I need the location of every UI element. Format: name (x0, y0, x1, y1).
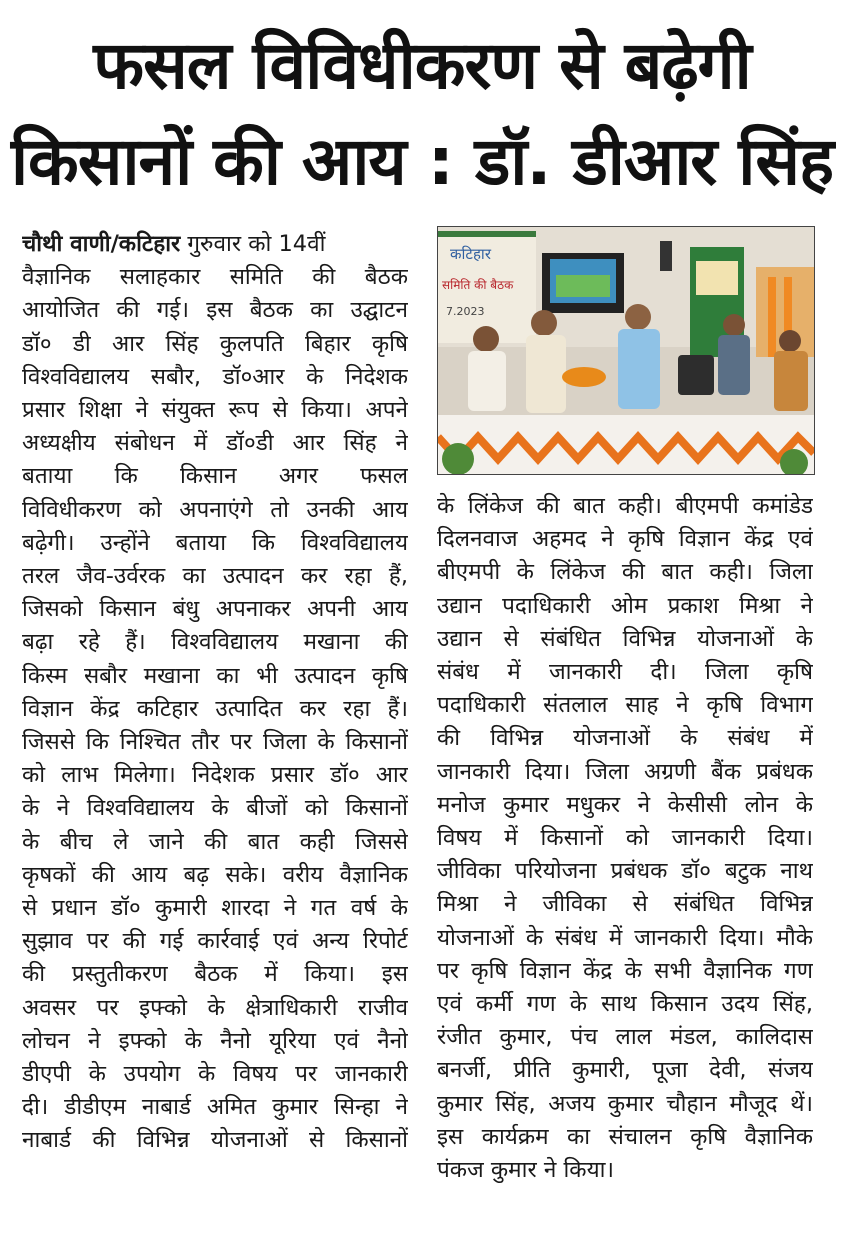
article-line: आयोजित की गई। इस बैठक का उद्घाटन (22, 297, 408, 324)
banner-text-2: समिति की बैठक (442, 278, 514, 292)
article-line: जिसको किसान बंधु अपनाकर अपनी आय (22, 596, 408, 623)
article-line: के ने विश्वविद्यालय के बीजों को किसानों (22, 795, 408, 822)
article-line: रंजीत कुमार, पंच लाल मंडल, कालिदास (437, 1024, 813, 1051)
article-line: पंकज कुमार ने किया। (437, 1157, 614, 1184)
article-line: बीएमपी के लिंकेज की बात कही। जिला (437, 559, 813, 586)
headline (0, 18, 844, 210)
article-line: विषय में किसानों को जानकारी दिया। (437, 825, 813, 852)
article-line: डीएपी के उपयोग के विषय पर जानकारी (22, 1061, 408, 1088)
article-line: एवं कर्मी गण के साथ किसान उदय सिंह, (437, 991, 813, 1018)
banner-text-3: 7.2023 (446, 305, 485, 318)
article-line: विज्ञान केंद्र कटिहार उत्पादित कर रहा हैं। (22, 695, 408, 722)
article-line: किस्म सबौर मखाना का भी उत्पादन कृषि (22, 662, 408, 689)
article-line: की विभिन्न योजनाओं के संबंध में (437, 725, 813, 752)
article-line: जीविका परियोजना प्रबंधक डॉ० बटुक नाथ (437, 858, 813, 885)
article-line (22, 228, 408, 261)
article-line: दिलनवाज अहमद ने कृषि विज्ञान केंद्र एवं (437, 526, 813, 553)
article-line: इस कार्यक्रम का संचालन कृषि वैज्ञानिक (437, 1123, 813, 1150)
article-line: के लिंकेज की बात कही। बीएमपी कमांडेड (437, 493, 813, 519)
article-line: कृषकों की आय बढ़ सके। वरीय वैज्ञानिक (22, 861, 408, 888)
article-line: कुमार सिंह, अजय कुमार चौहान मौजूद थें। (437, 1090, 813, 1117)
article-line: पर कृषि विज्ञान केंद्र के सभी वैज्ञानिक गण (437, 957, 813, 984)
article-line: दी। डीडीएम नाबार्ड अमित कुमार सिन्हा ने (22, 1094, 408, 1121)
article-line: विश्वविद्यालय सबौर, डॉ०आर के निदेशक (22, 363, 408, 390)
article-line: बढ़ा रहे हैं। विश्वविद्यालय मखाना की (22, 629, 408, 656)
article-line-text: गुरुवार को 14वीं (180, 231, 326, 257)
article-line: विविधीकरण को अपनाएंगे तो उनकी आय (22, 496, 408, 523)
news-photo-illustration (438, 227, 814, 474)
article-line: बढ़ेगी। उन्होंने बताया कि विश्वविद्यालय (22, 529, 408, 556)
article-line: अवसर पर इफ्को के क्षेत्राधिकारी राजीव (22, 994, 408, 1021)
article-line: बताया कि किसान अगर फसल (22, 463, 408, 490)
article-line: सुझाव पर की गई कार्रवाई एवं अन्य रिपोर्ट (22, 928, 408, 955)
article-column-right (437, 490, 813, 1187)
article-line: उद्यान पदाधिकारी ओम प्रकाश मिश्रा ने (437, 592, 813, 619)
article-line: योजनाओं के संबंध में जानकारी दिया। मौके (437, 924, 813, 951)
article-column-left (22, 228, 408, 1158)
article-line: को लाभ मिलेगा। निदेशक प्रसार डॉ० आर (22, 762, 408, 789)
article-line: के बीच ले जाने की बात कही जिससे (22, 828, 408, 855)
article-line: उद्यान से संबंधित विभिन्न योजनाओं के (437, 625, 813, 652)
article-line: की प्रस्तुतीकरण बैठक में किया। इस (22, 961, 408, 988)
article-line: पदाधिकारी संतलाल साह ने कृषि विभाग (437, 692, 813, 719)
article-line: बनर्जी, प्रीति कुमारी, पूजा देवी, संजय (437, 1057, 813, 1084)
article-line: से प्रधान डॉ० कुमारी शारदा ने गत वर्ष के (22, 895, 408, 922)
article-line: जिससे कि निश्चित तौर पर जिला के किसानों (22, 729, 408, 756)
banner-text-1: कटिहार (450, 245, 491, 263)
news-photo (437, 226, 815, 475)
dateline: चौथी वाणी/कटिहार (22, 231, 181, 257)
article-line: डॉ० डी आर सिंह कुलपति बिहार कृषि (22, 330, 408, 357)
headline-line-2: किसानों की आय : डॉ. डीआर सिंह (10, 123, 834, 200)
headline-line-1: फसल विविधीकरण से बढ़ेगी (93, 27, 751, 104)
article-line: वैज्ञानिक सलाहकार समिति की बैठक (22, 264, 408, 291)
article-line: नाबार्ड की विभिन्न योजनाओं से किसानों (22, 1127, 408, 1154)
article-line: मिश्रा ने जीविका से संबंधित विभिन्न (437, 891, 813, 918)
article-line: तरल जैव-उर्वरक का उत्पादन कर रहा हैं, (22, 563, 408, 590)
article-line: मनोज कुमार मधुकर ने केसीसी लोन के (437, 791, 813, 818)
article-line: संबंध में जानकारी दी। जिला कृषि (437, 659, 813, 686)
article-line: प्रसार शिक्षा ने संयुक्त रूप से किया। अपने (22, 397, 408, 424)
article-line: अध्यक्षीय संबोधन में डॉ०डी आर सिंह ने (22, 430, 408, 457)
article-line: जानकारी दिया। जिला अग्रणी बैंक प्रबंधक (437, 758, 813, 785)
article-line: लोचन ने इफ्को के नैनो यूरिया एवं नैनो (22, 1027, 408, 1054)
